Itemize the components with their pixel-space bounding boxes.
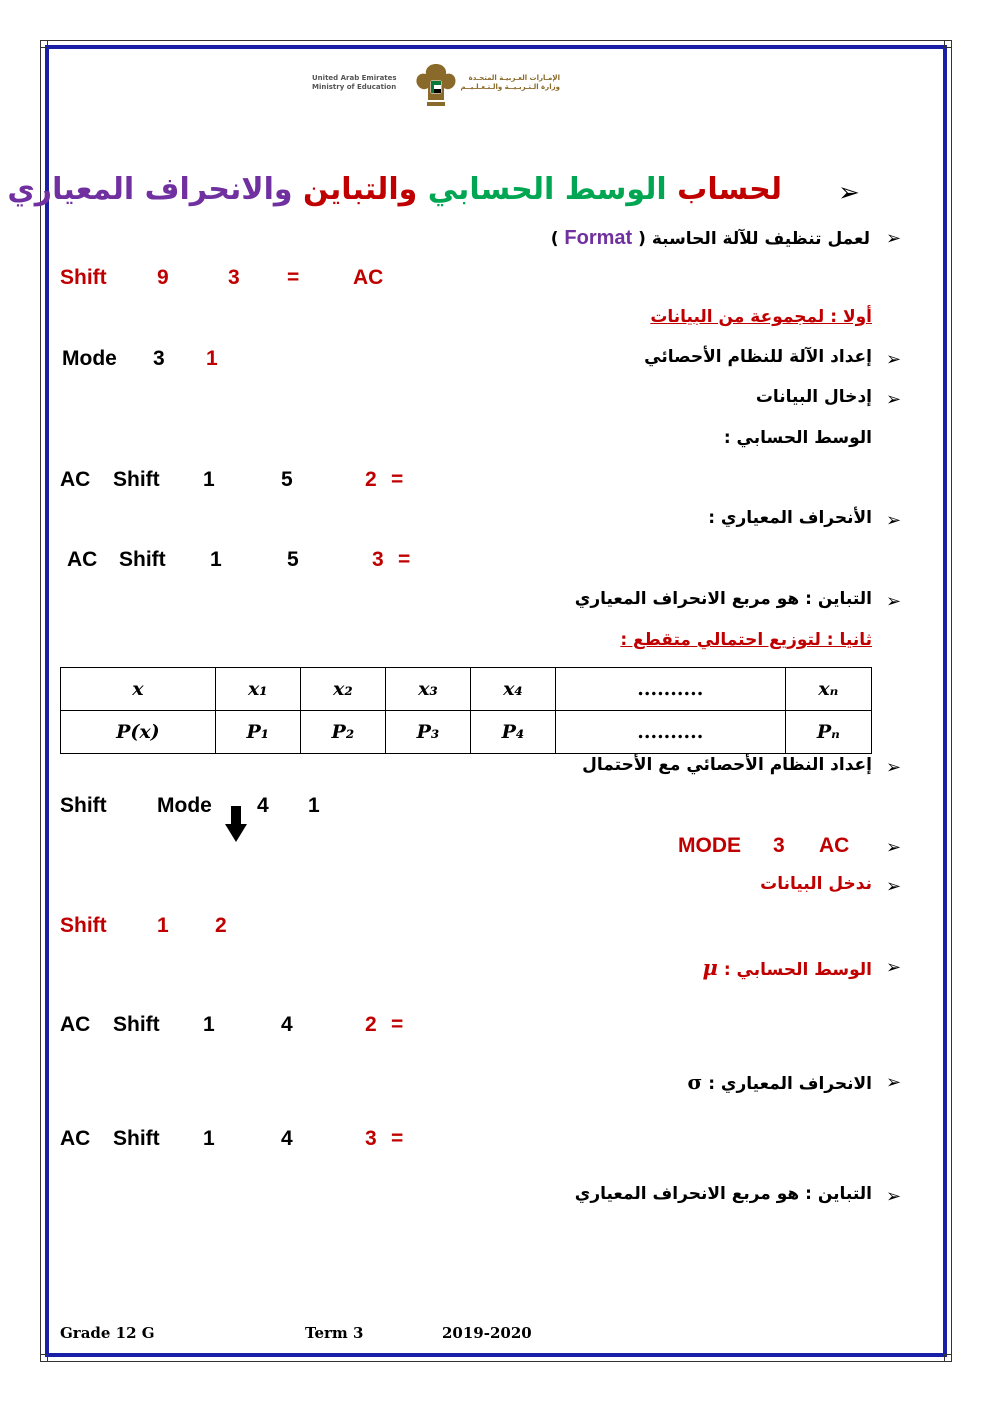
key-4: 4 bbox=[281, 1127, 293, 1150]
key-shift: Shift bbox=[113, 468, 160, 491]
key-shift: Shift bbox=[60, 266, 107, 289]
key-shift: Shift bbox=[60, 794, 107, 817]
key-equals: = bbox=[391, 1013, 404, 1036]
key-shift: Shift bbox=[113, 1013, 160, 1036]
logo-en-line2: Ministry of Education bbox=[312, 83, 397, 91]
bullet-arrow-icon: ➢ bbox=[886, 876, 902, 897]
section1-setup-label: إعداد الآلة للنظام الأحصائي bbox=[644, 347, 872, 367]
bullet-arrow-icon: ➢ bbox=[886, 510, 902, 531]
key-equals: = bbox=[391, 1127, 404, 1150]
key-equals: = bbox=[391, 468, 404, 491]
key-equals: = bbox=[398, 548, 411, 571]
section2-enter-data: ندخل البيانات bbox=[760, 874, 872, 894]
key-shift: Shift bbox=[60, 914, 107, 937]
section1-heading: أولا : لمجموعة من البيانات bbox=[650, 307, 872, 327]
table-cell: .......... bbox=[555, 668, 785, 711]
format-close: ) bbox=[550, 229, 559, 249]
mu-symbol: μ bbox=[702, 955, 718, 980]
frame-corner bbox=[944, 40, 952, 48]
format-instruction bbox=[551, 227, 870, 250]
logo-ar-line1: الإمـارات العـربيـة المتحـدة bbox=[468, 74, 560, 82]
section1-variance-label: التباين : هو مربع الانحراف المعياري bbox=[574, 589, 872, 609]
frame-corner bbox=[40, 1354, 48, 1362]
table-row bbox=[61, 668, 872, 711]
frame-corner bbox=[40, 40, 48, 48]
table-cell: P₁ bbox=[215, 711, 300, 754]
bullet-arrow-icon: ➢ bbox=[886, 349, 902, 370]
section2-variance-label: التباين : هو مربع الانحراف المعياري bbox=[574, 1184, 872, 1204]
key-4: 4 bbox=[257, 794, 269, 817]
key-3: 3 bbox=[773, 834, 785, 857]
key-1: 1 bbox=[210, 548, 222, 571]
title-part-mean: الوسط الحسابي bbox=[427, 172, 667, 207]
section1-data-entry: إدخال البيانات bbox=[755, 387, 872, 407]
section2-setup-label: إعداد النظام الأحصائي مع الأحتمال bbox=[582, 755, 872, 775]
key-ac: AC bbox=[67, 548, 98, 571]
key-mode-caps: MODE bbox=[678, 834, 741, 857]
table-cell: P(x) bbox=[61, 711, 216, 754]
page-title bbox=[7, 172, 782, 207]
key-3: 3 bbox=[372, 548, 384, 571]
key-2: 2 bbox=[365, 1013, 377, 1036]
sigma-symbol: σ bbox=[687, 1070, 703, 1094]
key-1: 1 bbox=[206, 347, 218, 370]
format-word: Format bbox=[564, 227, 633, 249]
section1-mean-label: الوسط الحسابي : bbox=[723, 428, 872, 448]
key-2: 2 bbox=[365, 468, 377, 491]
section2-sd-text: الانحراف المعياري : bbox=[708, 1074, 872, 1094]
key-9: 9 bbox=[157, 266, 169, 289]
bullet-arrow-icon: ➢ bbox=[886, 1072, 902, 1093]
key-1: 1 bbox=[157, 914, 169, 937]
key-equals: = bbox=[287, 266, 300, 289]
key-ac: AC bbox=[60, 1127, 91, 1150]
key-ac: AC bbox=[819, 834, 850, 857]
logo-ar-line2: وزارة الـتـربـيــة والـتـعـلـيــم bbox=[460, 83, 560, 91]
key-5: 5 bbox=[281, 468, 293, 491]
table-cell: P₃ bbox=[385, 711, 470, 754]
key-ac: AC bbox=[60, 468, 91, 491]
uae-emblem-icon bbox=[411, 60, 461, 110]
bullet-arrow-icon: ➢ bbox=[886, 757, 902, 778]
key-ac: AC bbox=[60, 1013, 91, 1036]
format-label: لعمل تنظيف للآلة الحاسبة ( bbox=[638, 229, 870, 249]
table-cell: x bbox=[61, 668, 216, 711]
key-ac: AC bbox=[353, 266, 384, 289]
key-3: 3 bbox=[153, 347, 165, 370]
table-cell: P₂ bbox=[300, 711, 385, 754]
bullet-arrow-icon: ➢ bbox=[886, 389, 902, 410]
key-3: 3 bbox=[228, 266, 240, 289]
footer-year: 2019-2020 bbox=[442, 1324, 532, 1342]
key-2: 2 bbox=[215, 914, 227, 937]
logo-arabic-text bbox=[460, 74, 560, 92]
title-part-sd: والانحراف المعياري bbox=[7, 172, 293, 207]
section1-sd-label: الأنحراف المعياري : bbox=[708, 508, 872, 528]
distribution-table bbox=[60, 667, 872, 754]
bullet-arrow-icon: ➢ bbox=[886, 228, 902, 249]
frame-corner bbox=[944, 1354, 952, 1362]
bullet-arrow-icon: ➢ bbox=[886, 1186, 902, 1207]
table-cell: P₄ bbox=[470, 711, 555, 754]
title-part-variance: والتباين bbox=[303, 172, 418, 207]
bullet-arrow-icon: ➢ bbox=[886, 591, 902, 612]
table-cell: .......... bbox=[555, 711, 785, 754]
table-cell: x₄ bbox=[470, 668, 555, 711]
section2-sd-label bbox=[688, 1070, 872, 1094]
key-4: 4 bbox=[281, 1013, 293, 1036]
key-mode: Mode bbox=[62, 347, 117, 370]
key-1: 1 bbox=[308, 794, 320, 817]
section2-heading: ثانيا : لتوزيع احتمالي متقطع : bbox=[620, 630, 872, 650]
key-5: 5 bbox=[287, 548, 299, 571]
key-3: 3 bbox=[365, 1127, 377, 1150]
table-cell: Pₙ bbox=[785, 711, 871, 754]
table-cell: xₙ bbox=[785, 668, 871, 711]
logo-en-line1: United Arab Emirates bbox=[312, 74, 397, 82]
footer-term: Term 3 bbox=[305, 1324, 364, 1342]
section2-mean-text: الوسط الحسابي : bbox=[723, 960, 872, 980]
key-1: 1 bbox=[203, 1127, 215, 1150]
table-cell: x₃ bbox=[385, 668, 470, 711]
logo-english-text bbox=[312, 74, 397, 92]
key-1: 1 bbox=[203, 1013, 215, 1036]
key-1: 1 bbox=[203, 468, 215, 491]
down-arrow-icon bbox=[225, 806, 247, 842]
title-part-calc: لحساب bbox=[677, 172, 782, 207]
key-mode: Mode bbox=[157, 794, 212, 817]
key-shift: Shift bbox=[113, 1127, 160, 1150]
key-shift: Shift bbox=[119, 548, 166, 571]
table-cell: x₂ bbox=[300, 668, 385, 711]
section2-mean-label bbox=[703, 955, 872, 980]
bullet-arrow-icon: ➢ bbox=[886, 837, 902, 858]
table-cell: x₁ bbox=[215, 668, 300, 711]
table-row bbox=[61, 711, 872, 754]
bullet-arrow-icon: ➢ bbox=[886, 957, 902, 978]
footer-grade: Grade 12 G bbox=[60, 1324, 155, 1342]
bullet-arrow-icon: ➢ bbox=[838, 178, 860, 208]
